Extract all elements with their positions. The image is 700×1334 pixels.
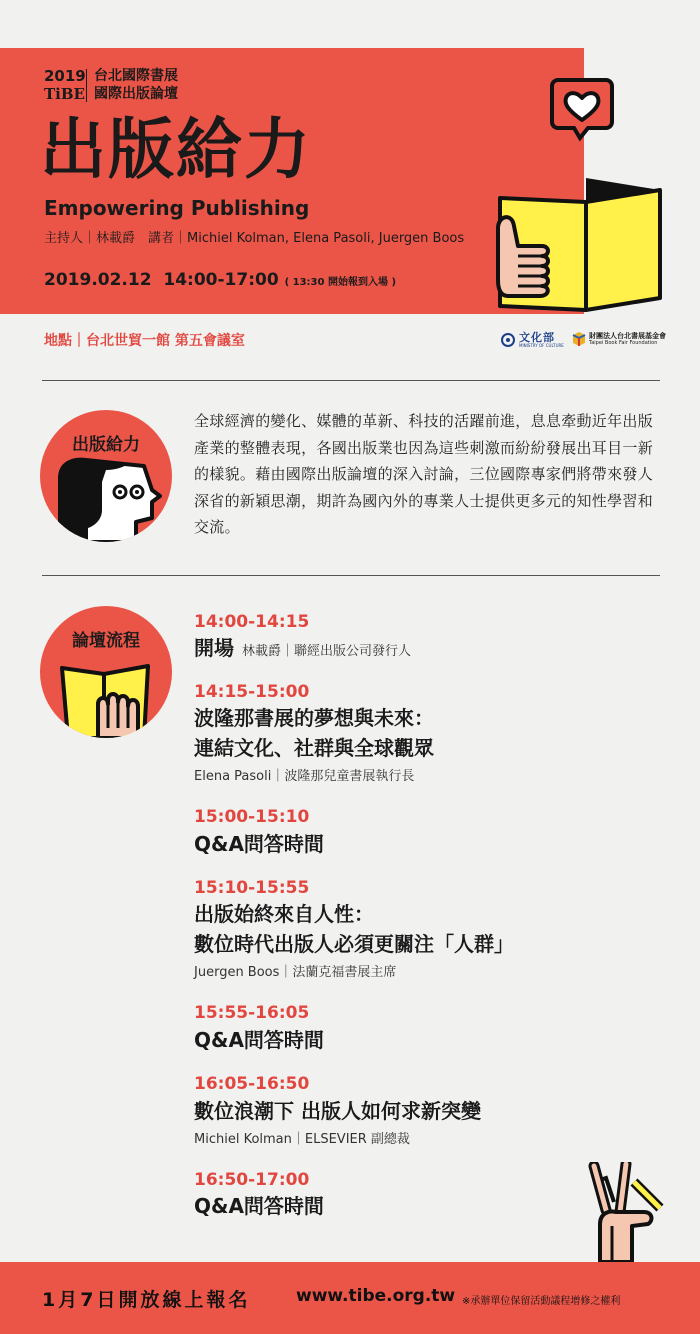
book-thumbs-up-icon (494, 176, 664, 322)
event-location: 地點｜台北世貿一館 第五會議室 (44, 333, 245, 349)
intro-badge-label: 出版給力 (72, 435, 140, 455)
schedule-time: 15:10-15:55 (194, 878, 310, 898)
hosts-speakers: 主持人｜林載爵 講者｜Michiel Kolman, Elena Pasoli, Juergen Boos (44, 231, 465, 246)
logo-event-name: 台北國際書展 (94, 68, 178, 84)
taipei-book-fair-foundation-logo (572, 331, 666, 347)
schedule-speaker: Elena Pasoli｜波隆那兒童書展執行長 (194, 769, 415, 784)
disclaimer-note: ※承辦單位保留活動議程增修之權利 (462, 1296, 621, 1307)
event-time-note: ( 13:30 開始報到入場 ) (284, 277, 397, 288)
sponsor-name-en: MINISTRY OF CULTURE (519, 343, 564, 348)
sponsor-name-en: Taipei Book Fair Foundation (589, 340, 658, 346)
reader-face-icon (40, 410, 172, 542)
intro-badge (40, 410, 172, 542)
schedule-time: 14:15-15:00 (194, 682, 310, 702)
victory-hand-pencil-icon (586, 1162, 668, 1262)
schedule-time: 14:00-14:15 (194, 612, 310, 632)
schedule-speaker: Juergen Boos｜法蘭克福書展主席 (194, 965, 397, 980)
registration-notice: 1月7日開放線上報名 (42, 1289, 251, 1311)
schedule-title: 數位浪潮下 出版人如何求新突變 (194, 1099, 481, 1123)
schedule-time: 15:55-16:05 (194, 1003, 310, 1023)
sponsor-name: 財團法人台北書展基金會 (589, 332, 666, 340)
schedule-title-line2: 連結文化、社群與全球觀眾 (194, 736, 434, 760)
ministry-of-culture-logo (500, 332, 564, 348)
schedule-title: Q&A問答時間 (194, 832, 324, 856)
website-link[interactable]: www.tibe.org.tw (296, 1286, 456, 1306)
schedule-title (194, 634, 411, 666)
heart-bubble-icon (548, 76, 616, 144)
sponsor-name: 文化部 (519, 331, 555, 344)
logo-brand: TiBE (44, 85, 85, 103)
schedule-title: 波隆那書展的夢想與未來： (194, 706, 434, 730)
logo-year: 2019 (44, 67, 86, 85)
page-subtitle: Empowering Publishing (44, 196, 310, 220)
schedule-title: 出版始終來自人性： (194, 902, 374, 926)
event-time: 14:00-17:00 (163, 270, 279, 290)
schedule-time: 16:05-16:50 (194, 1074, 310, 1094)
schedule-speaker: 林載爵｜聯經出版公司發行人 (242, 644, 412, 659)
divider (42, 575, 660, 576)
schedule-title: Q&A問答時間 (194, 1028, 324, 1052)
schedule-badge-label: 論壇流程 (72, 631, 140, 651)
schedule-title-text: 開場 (194, 636, 234, 660)
event-date: 2019.02.12 (44, 270, 152, 290)
intro-paragraph: 全球經濟的變化、媒體的革新、科技的活躍前進，息息牽動近年出版產業的整體表現，各國出版業也因為這些刺激而紛紛發展出耳目一新的樣貌。藉由國際出版論壇的深入討論，三位國際專家們將帶來發人深省的新穎思潮，期許為國內外的專業人士提供更多元的知性學習和交流。 (194, 412, 654, 536)
divider (42, 380, 660, 381)
logo-forum-name: 國際出版論壇 (94, 86, 178, 102)
ministry-of-culture-emblem-icon (500, 333, 516, 347)
schedule-title: Q&A問答時間 (194, 1194, 324, 1218)
page-title: 出版給力 (40, 111, 312, 188)
event-datetime (44, 270, 396, 293)
schedule-badge (40, 606, 172, 738)
logo-divider (86, 69, 87, 102)
schedule-time: 15:00-15:10 (194, 807, 310, 827)
open-book-hand-icon (40, 606, 172, 738)
schedule-time: 16:50-17:00 (194, 1170, 310, 1190)
foundation-emblem-icon (572, 331, 586, 347)
schedule-speaker: Michiel Kolman｜ELSEVIER 副總裁 (194, 1132, 410, 1147)
schedule-title-line2: 數位時代出版人必須更關注「人群」 (194, 932, 514, 956)
